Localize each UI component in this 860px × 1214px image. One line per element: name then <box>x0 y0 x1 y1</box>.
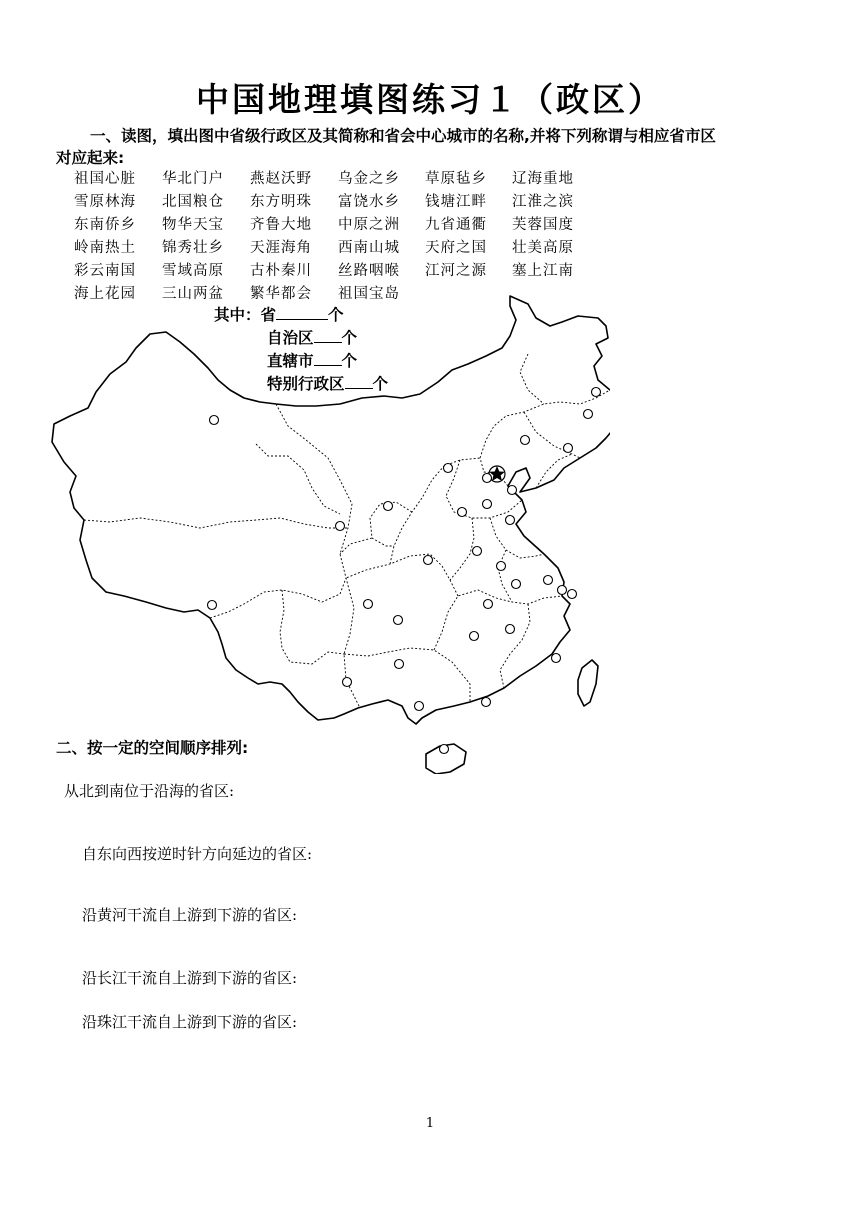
china-map <box>50 292 610 774</box>
autonomous-region-count: 自治区 个 <box>267 329 358 347</box>
nickname-item: 塞上江南 <box>512 263 574 279</box>
provincial-capitals <box>208 388 601 754</box>
nickname-item: 西南山城 <box>338 240 400 256</box>
nickname-item: 齐鲁大地 <box>250 217 312 233</box>
page-number: 1 <box>425 1116 435 1131</box>
nickname-item: 天府之国 <box>425 240 487 256</box>
nickname-item: 雪域高原 <box>162 263 224 279</box>
nickname-item: 天涯海角 <box>250 240 312 256</box>
seq-yangtze-river: 沿长江干流自上游到下游的省区: <box>82 969 298 987</box>
nickname-item: 芙蓉国度 <box>512 217 574 233</box>
nickname-item: 北国粮仓 <box>162 194 224 210</box>
nickname-item: 三山两盆 <box>162 286 224 302</box>
nickname-item: 中原之洲 <box>338 217 400 233</box>
nickname-item: 富饶水乡 <box>338 194 400 210</box>
nickname-item: 祖国心脏 <box>74 171 136 187</box>
sar-count: 特别行政区 个 <box>267 375 389 393</box>
nickname-item: 古朴秦川 <box>250 263 312 279</box>
china-outline <box>52 296 610 774</box>
nickname-item: 丝路咽喉 <box>338 263 400 279</box>
nickname-item: 物华天宝 <box>162 217 224 233</box>
nickname-item: 彩云南国 <box>74 263 136 279</box>
municipality-count: 直辖市 个 <box>267 352 358 370</box>
city-dot-icon <box>208 388 601 754</box>
seq-yellow-river: 沿黄河干流自上游到下游的省区: <box>82 906 298 924</box>
nickname-item: 锦秀壮乡 <box>162 240 224 256</box>
nickname-item: 祖国宝岛 <box>338 286 400 302</box>
nickname-item: 九省通衢 <box>425 217 487 233</box>
seq-pearl-river: 沿珠江干流自上游到下游的省区: <box>82 1013 298 1031</box>
nickname-item: 壮美高原 <box>512 240 574 256</box>
question2-heading: 二、按一定的空间顺序排列: <box>56 739 249 757</box>
page-title: 中国地理填图练习１（政区） <box>196 80 664 119</box>
province-count: 其中：省 个 <box>214 306 344 324</box>
nickname-item: 江淮之滨 <box>512 194 574 210</box>
province-borders <box>84 354 610 708</box>
seq-border-counterclockwise: 自东向西按逆时针方向延边的省区: <box>82 845 313 863</box>
nickname-item: 海上花园 <box>74 286 136 302</box>
nickname-item: 江河之源 <box>425 263 487 279</box>
question1-intro-continued: 对应起来: <box>56 149 125 167</box>
nickname-item: 草原毡乡 <box>425 171 487 187</box>
nickname-item: 燕赵沃野 <box>250 171 312 187</box>
taiwan-island <box>578 660 598 706</box>
question1-intro: 一、读图，填出图中省级行政区及其简称和省会中心城市的名称,并将下列称谓与相应省市区 <box>90 127 716 145</box>
nickname-item: 东南侨乡 <box>74 217 136 233</box>
nickname-item: 钱塘江畔 <box>425 194 487 210</box>
nickname-item: 雪原林海 <box>74 194 136 210</box>
nickname-item: 东方明珠 <box>250 194 312 210</box>
nickname-item: 华北门户 <box>162 171 224 187</box>
nickname-item: 繁华都会 <box>250 286 312 302</box>
nickname-item: 乌金之乡 <box>338 171 400 187</box>
seq-coastal-north-to-south: 从北到南位于沿海的省区: <box>64 782 235 800</box>
nickname-item: 岭南热土 <box>74 240 136 256</box>
nickname-item: 辽海重地 <box>512 171 574 187</box>
